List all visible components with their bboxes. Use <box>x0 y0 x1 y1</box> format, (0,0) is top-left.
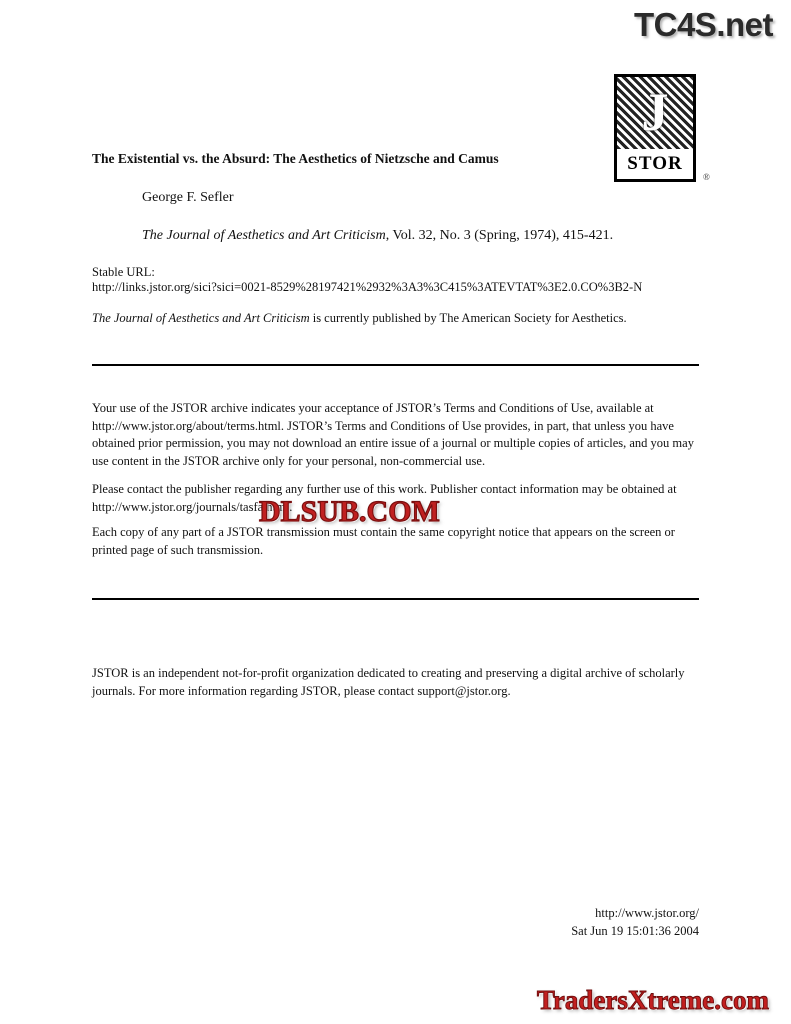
publisher-statement <box>92 310 692 327</box>
publisher-journal-name: The Journal of Aesthetics and Art Criticism <box>92 311 310 325</box>
citation-details: , Vol. 32, No. 3 (Spring, 1974), 415-421. <box>385 228 614 243</box>
jstor-logo <box>614 74 696 182</box>
watermark-bottom: TradersXtreme.com <box>536 985 769 1015</box>
divider-top <box>92 364 699 366</box>
journal-name: The Journal of Aesthetics and Art Criticism <box>142 228 386 243</box>
jstor-ornament-icon <box>617 77 693 149</box>
watermark-top: TC4S.net <box>633 6 773 43</box>
footer-timestamp: Sat Jun 19 15:01:36 2004 <box>571 923 699 938</box>
footer-url[interactable]: http://www.jstor.org/ <box>595 906 699 920</box>
article-author: George F. Sefler <box>142 190 234 205</box>
divider-bottom <box>92 598 699 600</box>
article-title: The Existential vs. the Absurd: The Aesthetics of Nietzsche and Camus <box>92 151 499 166</box>
terms-of-use-paragraph: Your use of the JSTOR archive indicates your acceptance of JSTOR’s Terms and Conditions of Use, available at http://www.jstor.org/about/terms.html. JSTOR’s Terms and Conditions of Use provides, in part, that unless you have obtained prior permission, you may not download an entire issue of a journal or multiple copies of articles, and you may use content in the JSTOR archive only for your personal, non-commercial use. <box>92 401 694 468</box>
jstor-wordmark: STOR <box>627 153 683 174</box>
publisher-contact-paragraph: Please contact the publisher regarding any further use of this work. Publisher contact information may be obtained at http://www.jstor.org/journals/tasfa.html. <box>92 482 677 514</box>
article-citation <box>142 226 702 245</box>
publisher-statement-rest: is currently published by The American Society for Aesthetics. <box>309 311 627 325</box>
stable-url-link[interactable]: http://links.jstor.org/sici?sici=0021-8529%28197421%2932%3A3%3C415%3ATEVTAT%3E2.0.CO%3B2-N <box>92 280 643 294</box>
stable-url-label: Stable URL: <box>92 265 155 279</box>
watermark-middle: DLSUB.COM <box>259 495 440 528</box>
about-jstor-paragraph: JSTOR is an independent not-for-profit organization dedicated to creating and preserving a digital archive of scholarly journals. For more information regarding JSTOR, please contact support@jstor.org. <box>92 666 685 698</box>
registered-trademark-icon: ® <box>703 172 710 182</box>
copyright-notice-paragraph: Each copy of any part of a JSTOR transmission must contain the same copyright notice that appears on the screen or printed page of such transmission. <box>92 525 675 557</box>
page-footer <box>92 905 699 940</box>
